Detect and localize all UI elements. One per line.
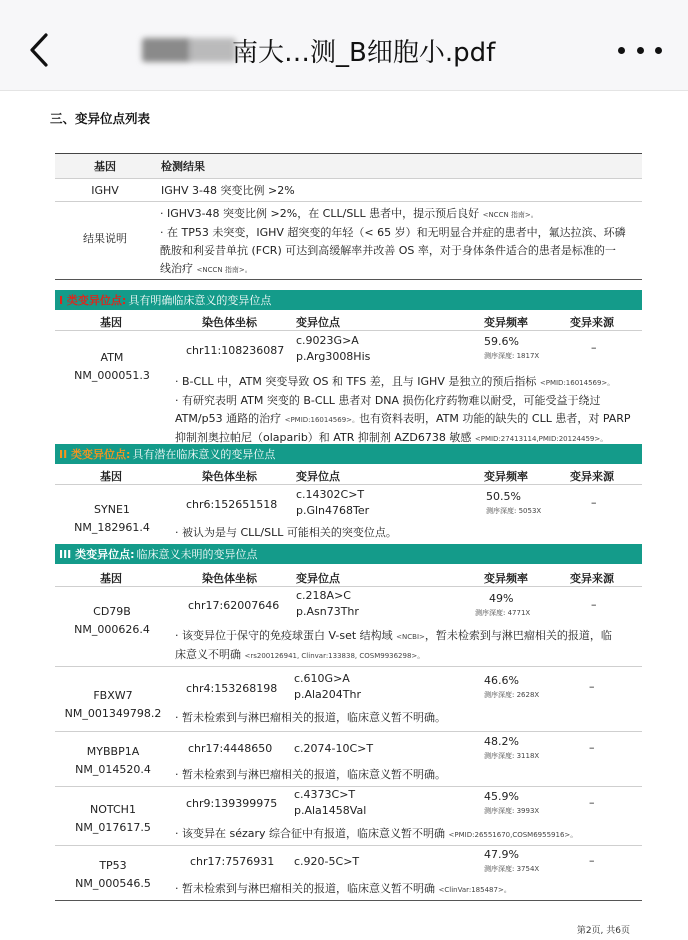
variant-source: – xyxy=(591,341,597,354)
depth-label: 测序深度: xyxy=(484,352,515,360)
col-head-source: 变异来源 xyxy=(570,316,614,329)
gene-name: CD79B xyxy=(93,605,131,618)
variant-note: · 暂未检索到与淋巴瘤相关的报道，临床意义暂不明确。 xyxy=(175,711,446,724)
note-text: 暂未检索到与淋巴瘤相关的报道，临床意义暂不明确。 xyxy=(182,768,446,781)
viewer-top-bar xyxy=(0,0,688,90)
depth-label: 测序深度: xyxy=(484,752,515,760)
coord-cell: chr17:4448650 xyxy=(188,742,273,755)
note-text: 有研究表明 ATM 突变的 B-CLL 患者对 DNA 损伤化疗药物难以耐受，可能受益于绕过 xyxy=(182,394,601,407)
gene-cell xyxy=(58,743,168,779)
coord-cell: chr17:7576931 xyxy=(190,855,275,868)
category-tag: II 类变异位点: xyxy=(59,448,131,461)
table-divider xyxy=(55,484,642,485)
table-divider xyxy=(55,586,642,587)
ref-tag: <PMID:16014569>。 xyxy=(284,416,360,424)
seq-depth: 3118X xyxy=(516,752,540,760)
gene-name: FBXW7 xyxy=(93,689,133,702)
variant-note: · 被认为是与 CLL/SLL 可能相关的突变位点。 xyxy=(175,526,397,539)
table-divider xyxy=(55,330,642,331)
explain-text: 酰胺和利妥昔单抗 (FCR) 可达到高缓解率并改善 OS 率，对于身体条件适合的患者是标准的一 xyxy=(160,244,616,257)
variant-note: · B-CLL 中，ATM 突变导致 OS 和 TFS 差，且与 IGHV 是独立的预后指标 <PMID:16014569>。 · 有研究表明 ATM 突变的 B-CLL 患者对 DNA 损伤化疗药物难以耐受，可能受益于绕过 ATM/p53 通路的治疗 <PMID:16014569>。也有资料表明，ATM 功能的缺失的 CLL 患者，对 PARP 抑制剂奥拉帕尼（olaparib）和 ATR 抑制剂 AZD6738 敏感 <PMID:27413114,PMID:20124459>。 xyxy=(175,375,631,444)
freq-cell xyxy=(484,674,539,702)
freq-cell xyxy=(484,735,539,763)
col-head-variant: 变异位点 xyxy=(296,316,340,329)
transcript: NM_017617.5 xyxy=(75,821,151,834)
col-head-coord: 染色体坐标 xyxy=(202,572,257,585)
note-text: 床意义不明确 xyxy=(175,648,241,661)
protein-change: p.Ala1458Val xyxy=(294,804,367,817)
transcript: NM_014520.4 xyxy=(75,763,151,776)
gene-cell xyxy=(60,501,164,537)
summary-result: IGHV 3-48 突变比例 >2% xyxy=(161,184,295,197)
depth-label: 测序深度: xyxy=(475,609,506,617)
transcript: NM_000546.5 xyxy=(75,877,151,890)
depth-label: 测序深度: xyxy=(484,865,515,873)
col-head-freq: 变异频率 xyxy=(484,316,528,329)
category-desc: 具有明确临床意义的变异位点 xyxy=(128,294,272,307)
variant-cell xyxy=(294,741,373,757)
protein-change: p.Arg3008His xyxy=(296,350,371,363)
note-text: 被认为是与 CLL/SLL 可能相关的突变位点。 xyxy=(182,526,397,539)
variant-note: · 暂未检索到与淋巴瘤相关的报道，临床意义暂不明确 <ClinVar:185487>。 xyxy=(175,882,511,895)
summary-explanation: · IGHV3-48 突变比例 >2%，在 CLL/SLL 患者中，提示预后良好 <NCCN 指南>。 · 在 TP53 未突变，IGHV 超突变的年轻（< 65 岁）和无明显合并症的患者中，氟达拉滨、环磷 酰胺和利妥昔单抗 (FCR) 可达到高缓解率并改善 OS 率，对于身体条件适合的患者是标准的一 线治疗 <NCCN 指南>。 xyxy=(160,207,626,275)
variant-cell xyxy=(296,588,359,620)
variant-cell xyxy=(294,787,366,819)
coord-cell: chr4:153268198 xyxy=(186,682,278,695)
variant-cell xyxy=(294,854,359,870)
note-text: 也有资料表明，ATM 功能的缺失的 CLL 患者，对 PARP xyxy=(359,412,631,425)
coord-cell: chr9:139399975 xyxy=(186,797,278,810)
transcript: NM_000051.3 xyxy=(74,369,150,382)
explain-text: IGHV3-48 突变比例 >2%，在 CLL/SLL 患者中，提示预后良好 xyxy=(167,207,480,220)
variant-cell xyxy=(296,333,370,365)
section-title: 三、变异位点列表 xyxy=(50,111,151,126)
protein-change: p.Asn73Thr xyxy=(296,605,359,618)
variant-source: – xyxy=(589,796,595,809)
summary-explain-label: 结果说明 xyxy=(83,232,127,245)
variant-note: · 该变异在 sézary 综合征中有报道，临床意义暂不明确 <PMID:26551670,COSM6955916>。 xyxy=(175,827,578,840)
transcript: NM_182961.4 xyxy=(74,521,150,534)
variant-frequency: 47.9% xyxy=(484,848,519,861)
dot-icon xyxy=(655,47,662,54)
gene-cell xyxy=(60,603,164,639)
transcript: NM_001349798.2 xyxy=(64,707,162,720)
variant-source: – xyxy=(591,496,597,509)
ref-tag: <NCCN 指南>。 xyxy=(482,211,538,219)
variant-source: – xyxy=(591,598,597,611)
variant-frequency: 45.9% xyxy=(484,790,519,803)
variant-frequency: 48.2% xyxy=(484,735,519,748)
chevron-left-icon xyxy=(22,30,58,70)
gene-cell xyxy=(58,857,168,893)
ref-tag: <ClinVar:185487>。 xyxy=(438,886,511,894)
category-tag: III 类变异位点: xyxy=(59,548,135,561)
depth-label: 测序深度: xyxy=(484,691,515,699)
explain-text: 在 TP53 未突变，IGHV 超突变的年轻（< 65 岁）和无明显合并症的患者中，氟达拉滨、环磷 xyxy=(167,226,626,239)
coord-cell: chr6:152651518 xyxy=(186,498,278,511)
coord-cell: chr17:62007646 xyxy=(188,599,280,612)
ref-tag: <NCBI> xyxy=(396,633,425,641)
freq-cell xyxy=(475,592,531,620)
note-text: ，暂未检索到与淋巴瘤相关的报道，临 xyxy=(424,629,612,642)
cdna-change: c.4373C>T xyxy=(294,788,356,801)
depth-label: 测序深度: xyxy=(484,807,515,815)
variant-cell xyxy=(294,671,361,703)
summary-header-row xyxy=(55,154,642,178)
col-head-source: 变异来源 xyxy=(570,572,614,585)
seq-depth: 5053X xyxy=(518,507,542,515)
freq-cell xyxy=(484,848,539,876)
variant-frequency: 50.5% xyxy=(486,490,521,503)
table-divider xyxy=(55,900,642,901)
freq-cell xyxy=(484,790,539,818)
gene-name: NOTCH1 xyxy=(90,803,136,816)
col-head-gene: 基因 xyxy=(100,470,122,483)
col-head-coord: 染色体坐标 xyxy=(202,316,257,329)
table-divider xyxy=(55,731,642,732)
col-head-gene: 基因 xyxy=(100,316,122,329)
category-1-bar xyxy=(55,290,642,310)
gene-cell xyxy=(58,687,168,723)
cdna-change: c.610G>A xyxy=(294,672,350,685)
seq-depth: 4771X xyxy=(507,609,531,617)
variant-source: – xyxy=(589,680,595,693)
gene-name: TP53 xyxy=(99,859,127,872)
summary-gene: IGHV xyxy=(91,183,119,197)
variant-cell xyxy=(296,487,369,519)
blurred-redaction xyxy=(188,38,236,62)
variant-frequency: 46.6% xyxy=(484,674,519,687)
seq-depth: 3754X xyxy=(516,865,540,873)
dot-icon xyxy=(637,47,644,54)
dot-icon xyxy=(618,47,625,54)
variant-source: – xyxy=(589,741,595,754)
summary-header-result: 检测结果 xyxy=(161,160,205,173)
document-title: 南大…测_B细胞小.pdf xyxy=(232,38,496,68)
category-desc: 具有潜在临床意义的变异位点 xyxy=(132,448,276,461)
table-divider xyxy=(55,201,642,202)
variant-frequency: 59.6% xyxy=(484,335,519,348)
seq-depth: 1817X xyxy=(516,352,540,360)
seq-depth: 3993X xyxy=(516,807,540,815)
page-number: 第2页, 共6页 xyxy=(576,926,630,936)
seq-depth: 2628X xyxy=(516,691,540,699)
category-2-bar xyxy=(55,444,642,464)
note-text: 暂未检索到与淋巴瘤相关的报道，临床意义暂不明确 xyxy=(182,882,435,895)
col-head-coord: 染色体坐标 xyxy=(202,470,257,483)
cdna-change: c.2074-10C>T xyxy=(294,742,374,755)
gene-cell xyxy=(60,349,164,385)
depth-label: 测序深度: xyxy=(486,507,517,515)
explain-text: 线治疗 xyxy=(160,262,193,275)
col-head-freq: 变异频率 xyxy=(484,572,528,585)
col-head-source: 变异来源 xyxy=(570,470,614,483)
freq-cell xyxy=(484,335,539,363)
summary-header-gene: 基因 xyxy=(94,160,116,173)
cdna-change: c.218A>C xyxy=(296,589,351,602)
coord-cell: chr11:108236087 xyxy=(186,344,285,357)
protein-change: p.Ala204Thr xyxy=(294,688,362,701)
table-divider xyxy=(55,845,642,846)
category-3-bar xyxy=(55,544,642,564)
pdf-page[interactable] xyxy=(0,90,688,940)
summary-gene-row xyxy=(55,179,642,201)
col-head-gene: 基因 xyxy=(100,572,122,585)
more-options-button[interactable] xyxy=(618,40,662,60)
variant-note: · 该变异位于保守的免疫球蛋白 V-set 结构域 <NCBI>，暂未检索到与淋巴瘤相关的报道，临 床意义不明确 <rs200126941, Clinvar:133838, COSM9936298>。 xyxy=(175,629,612,661)
variant-source: – xyxy=(589,854,595,867)
note-text: ATM/p53 通路的治疗 xyxy=(175,412,282,425)
table-divider xyxy=(55,279,642,280)
cdna-change: c.9023G>A xyxy=(296,334,359,347)
note-text: B-CLL 中，ATM 突变导致 OS 和 TFS 差，且与 IGHV 是独立的预后指标 xyxy=(182,375,537,388)
ref-tag: <PMID:27413114,PMID:20124459>。 xyxy=(474,435,608,443)
ref-tag: <NCCN 指南>。 xyxy=(196,266,252,274)
variant-note: · 暂未检索到与淋巴瘤相关的报道，临床意义暂不明确。 xyxy=(175,768,446,781)
ref-tag: <PMID:16014569>。 xyxy=(539,379,615,387)
ref-tag: <rs200126941, Clinvar:133838, COSM9936298>。 xyxy=(244,652,425,660)
note-text: 暂未检索到与淋巴瘤相关的报道，临床意义暂不明确。 xyxy=(182,711,446,724)
gene-cell xyxy=(58,801,168,837)
cdna-change: c.14302C>T xyxy=(296,488,365,501)
category-desc: 临床意义未明的变异位点 xyxy=(136,548,258,561)
note-text: 抑制剂奥拉帕尼（olaparib）和 ATR 抑制剂 AZD6738 敏感 xyxy=(175,431,472,444)
gene-name: SYNE1 xyxy=(94,503,130,516)
note-text: 该变异在 sézary 综合征中有报道，临床意义暂不明确 xyxy=(182,827,446,840)
gene-name: ATM xyxy=(100,351,124,364)
category-tag: I 类变异位点: xyxy=(59,294,127,307)
freq-cell xyxy=(486,490,541,518)
protein-change: p.Gln4768Ter xyxy=(296,504,370,517)
gene-name: MYBBP1A xyxy=(86,745,140,758)
col-head-freq: 变异频率 xyxy=(484,470,528,483)
col-head-variant: 变异位点 xyxy=(296,470,340,483)
cdna-change: c.920-5C>T xyxy=(294,855,360,868)
col-head-variant: 变异位点 xyxy=(296,572,340,585)
transcript: NM_000626.4 xyxy=(74,623,150,636)
back-button[interactable] xyxy=(22,30,58,70)
variant-frequency: 49% xyxy=(489,592,514,605)
blurred-redaction xyxy=(142,38,190,62)
ref-tag: <PMID:26551670,COSM6955916>。 xyxy=(448,831,578,839)
table-divider xyxy=(55,666,642,667)
note-text: 该变异位于保守的免疫球蛋白 V-set 结构域 xyxy=(182,629,393,642)
